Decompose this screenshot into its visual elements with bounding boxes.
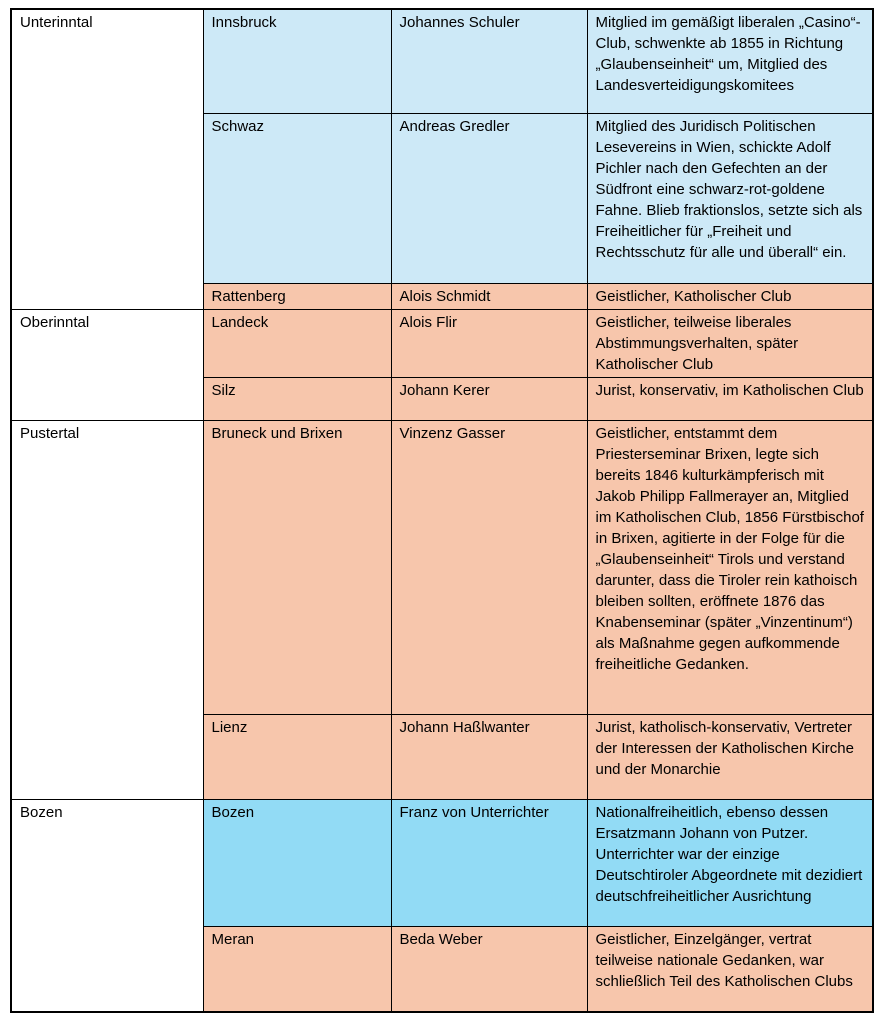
place-cell: Bozen: [203, 799, 391, 926]
deputies-table: [10, 8, 874, 1013]
person-cell: Johann Haßlwanter: [391, 714, 587, 799]
table-row: [11, 799, 873, 926]
document-page: [10, 8, 872, 1013]
person-cell: Alois Flir: [391, 309, 587, 377]
description-cell: Geistlicher, entstammt dem Priesterseminar Brixen, legte sich bereits 1846 kulturkämpferisch mit Jakob Philipp Fallmerayer an, Mitglied im Katholischen Club, 1856 Fürstbischof in Brixen, agitierte in der Folge für die „Glaubenseinheit“ Tirols und verstand darunter, dass die Tiroler rein kathoisch bleiben sollten, eröffnete 1876 das Knabenseminar (später „Vinzentinum“) als Maßnahme gegen aufkommende freiheitliche Gedanken.: [587, 420, 873, 714]
table-row: [11, 420, 873, 714]
description-cell: Mitglied im gemäßigt liberalen „Casino“-Club, schwenkte ab 1855 in Richtung „Glaubenseinheit“ um, Mitglied des Landesverteidigungskomitees: [587, 9, 873, 113]
person-cell: Johannes Schuler: [391, 9, 587, 113]
description-cell: Nationalfreiheitlich, ebenso dessen Ersatzmann Johann von Putzer. Unterrichter war der einzige Deutschtiroler Abgeordnete mit dezidiert deutschfreiheitlicher Ausrichtung: [587, 799, 873, 926]
place-cell: Silz: [203, 377, 391, 420]
person-cell: Alois Schmidt: [391, 283, 587, 309]
person-cell: Franz von Unterrichter: [391, 799, 587, 926]
place-cell: Innsbruck: [203, 9, 391, 113]
place-cell: Bruneck und Brixen: [203, 420, 391, 714]
person-cell: Andreas Gredler: [391, 113, 587, 283]
description-cell: Jurist, katholisch-konservativ, Vertreter der Interessen der Katholischen Kirche und der Monarchie: [587, 714, 873, 799]
region-cell: Oberinntal: [11, 309, 203, 420]
description-cell: Mitglied des Juridisch Politischen Lesevereins in Wien, schickte Adolf Pichler nach den Gefechten an der Südfront eine schwarz-rot-goldene Fahne. Blieb fraktionslos, setzte sich als Freiheitlicher für „Freiheit und Rechtsschutz für alle und überall“ ein.: [587, 113, 873, 283]
description-cell: Jurist, konservativ, im Katholischen Club: [587, 377, 873, 420]
person-cell: Vinzenz Gasser: [391, 420, 587, 714]
description-cell: Geistlicher, Katholischer Club: [587, 283, 873, 309]
description-cell: Geistlicher, teilweise liberales Abstimmungsverhalten, später Katholischer Club: [587, 309, 873, 377]
region-cell: Bozen: [11, 799, 203, 1012]
table-row: [11, 9, 873, 113]
region-cell: Pustertal: [11, 420, 203, 799]
place-cell: Meran: [203, 926, 391, 1012]
region-cell: Unterinntal: [11, 9, 203, 309]
person-cell: Johann Kerer: [391, 377, 587, 420]
place-cell: Lienz: [203, 714, 391, 799]
place-cell: Schwaz: [203, 113, 391, 283]
place-cell: Rattenberg: [203, 283, 391, 309]
place-cell: Landeck: [203, 309, 391, 377]
description-cell: Geistlicher, Einzelgänger, vertrat teilweise nationale Gedanken, war schließlich Teil des Katholischen Clubs: [587, 926, 873, 1012]
table-row: [11, 309, 873, 377]
person-cell: Beda Weber: [391, 926, 587, 1012]
